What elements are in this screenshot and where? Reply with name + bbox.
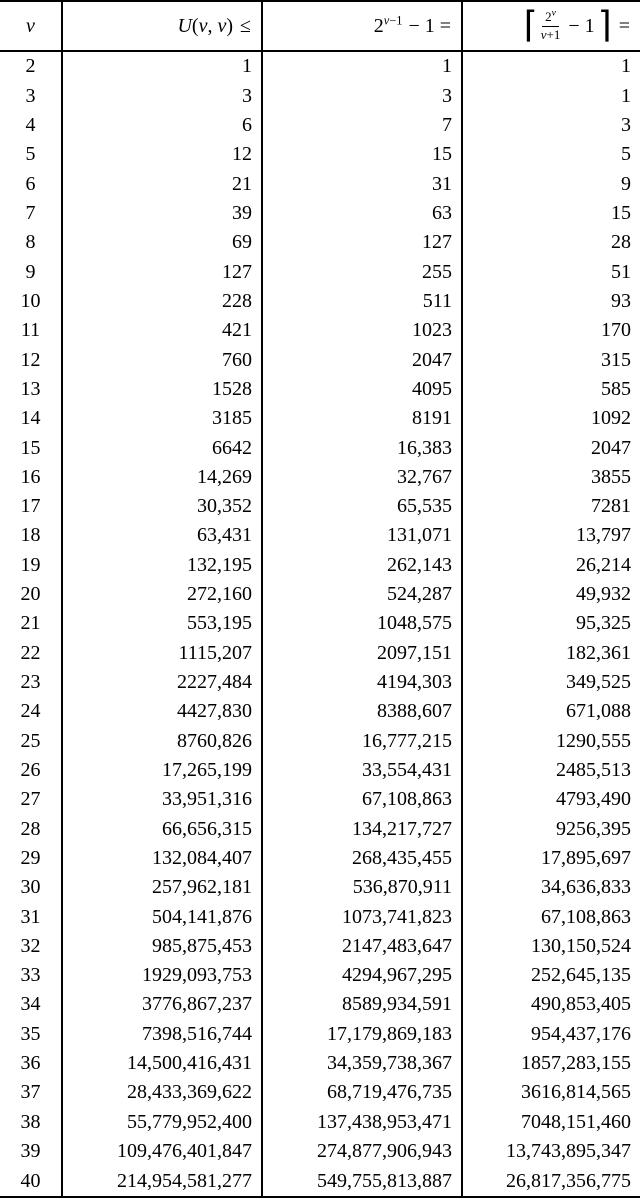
header-row — [0, 1, 640, 51]
cell-ceiling-value: 67,108,863 — [462, 902, 640, 931]
cell-ceiling-value: 349,525 — [462, 668, 640, 697]
table-row — [0, 199, 640, 228]
cell-ceiling-value: 93 — [462, 287, 640, 316]
table-row — [0, 492, 640, 521]
table-row — [0, 785, 640, 814]
cell-v: 28 — [20, 817, 41, 840]
u-paren-open: ( — [191, 14, 199, 37]
cell-v: 22 — [20, 641, 41, 664]
cell-ceiling-value: 7281 — [462, 492, 640, 521]
cell-v: 2 — [25, 55, 36, 78]
table-row — [0, 551, 640, 580]
cell-v: 7 — [25, 202, 36, 224]
cell-ceiling-value: 1 — [462, 82, 640, 111]
table-row — [0, 404, 640, 433]
cell-u-bound: 1115,207 — [62, 639, 262, 668]
cell-power-value: 255 — [262, 257, 462, 286]
cell-u-bound: 69 — [62, 228, 262, 257]
fraction-denominator: v+1 — [540, 26, 561, 42]
cell-ceiling-value: 3855 — [462, 463, 640, 492]
cell-power-value: 68,719,476,735 — [262, 1078, 462, 1107]
cell-u-bound: 14,269 — [62, 463, 262, 492]
table-row — [0, 726, 640, 755]
cell-power-value: 268,435,455 — [262, 844, 462, 873]
cell-ceiling-value: 9 — [462, 170, 640, 199]
table-row — [0, 639, 640, 668]
u-arg1: v — [198, 14, 208, 37]
cell-ceiling-value: 3616,814,565 — [462, 1078, 640, 1107]
cell-power-value: 1048,575 — [262, 609, 462, 638]
table-row — [0, 1108, 640, 1137]
cell-v: 34 — [20, 993, 41, 1016]
cell-power-value: 262,143 — [262, 551, 462, 580]
cell-ceiling-value: 315 — [462, 345, 640, 374]
cell-v: 13 — [20, 377, 41, 400]
table-row — [0, 170, 640, 199]
table-row — [0, 82, 640, 111]
table-row — [0, 990, 640, 1019]
cell-ceiling-value: 13,797 — [462, 521, 640, 550]
cell-power-value: 67,108,863 — [262, 785, 462, 814]
header-power — [262, 1, 462, 51]
header-ceiling — [462, 1, 640, 51]
cell-ceiling-value: 1 — [462, 51, 640, 82]
ceiling-tail: − 1 — [568, 14, 595, 37]
cell-u-bound: 985,875,453 — [62, 932, 262, 961]
cell-v: 37 — [20, 1081, 41, 1104]
cell-ceiling-value: 13,743,895,347 — [462, 1137, 640, 1166]
cell-v: 8 — [25, 231, 36, 254]
cell-u-bound: 257,962,181 — [62, 873, 262, 902]
cell-power-value: 4294,967,295 — [262, 961, 462, 990]
table-row — [0, 756, 640, 785]
cell-power-value: 8589,934,591 — [262, 990, 462, 1019]
cell-power-value: 4095 — [262, 375, 462, 404]
table-row — [0, 1166, 640, 1197]
cell-power-value: 127 — [262, 228, 462, 257]
cell-power-value: 65,535 — [262, 492, 462, 521]
cell-ceiling-value: 7048,151,460 — [462, 1108, 640, 1137]
header-v — [0, 1, 62, 51]
cell-ceiling-value: 28 — [462, 228, 640, 257]
cell-power-value: 34,359,738,367 — [262, 1049, 462, 1078]
table-row — [0, 1049, 640, 1078]
cell-u-bound: 1929,093,753 — [62, 961, 262, 990]
cell-v: 40 — [20, 1169, 41, 1192]
cell-ceiling-value: 954,437,176 — [462, 1020, 640, 1049]
cell-v: 25 — [20, 729, 41, 752]
cell-ceiling-value: 3 — [462, 111, 640, 140]
cell-u-bound: 21 — [62, 170, 262, 199]
cell-u-bound: 760 — [62, 345, 262, 374]
cell-v: 11 — [20, 319, 41, 342]
cell-ceiling-value: 15 — [462, 199, 640, 228]
u-arg2: v — [217, 14, 227, 37]
cell-u-bound: 6 — [62, 111, 262, 140]
cell-u-bound: 3 — [62, 82, 262, 111]
table-row — [0, 345, 640, 374]
cell-ceiling-value: 5 — [462, 140, 640, 169]
table-row — [0, 1137, 640, 1166]
u-paren-close: ) — [226, 14, 234, 37]
cell-u-bound: 504,141,876 — [62, 902, 262, 931]
cell-power-value: 63 — [262, 199, 462, 228]
cell-power-value: 131,071 — [262, 521, 462, 550]
cell-power-value: 31 — [262, 170, 462, 199]
table-row — [0, 257, 640, 286]
cell-v: 32 — [20, 934, 41, 957]
cell-power-value: 33,554,431 — [262, 756, 462, 785]
cell-u-bound: 1 — [62, 51, 262, 82]
table-row — [0, 463, 640, 492]
cell-u-bound: 30,352 — [62, 492, 262, 521]
cell-u-bound: 28,433,369,622 — [62, 1078, 262, 1107]
cell-power-value: 511 — [262, 287, 462, 316]
cell-power-value: 4194,303 — [262, 668, 462, 697]
cell-v: 29 — [20, 846, 41, 869]
table-row — [0, 1078, 640, 1107]
cell-power-value: 32,767 — [262, 463, 462, 492]
cell-power-value: 137,438,953,471 — [262, 1108, 462, 1137]
cell-u-bound: 6642 — [62, 433, 262, 462]
cell-v: 39 — [20, 1140, 41, 1162]
cell-u-bound: 421 — [62, 316, 262, 345]
cell-u-bound: 8760,826 — [62, 726, 262, 755]
cell-ceiling-value: 51 — [462, 257, 640, 286]
cell-v: 17 — [20, 495, 41, 518]
table-row — [0, 609, 640, 638]
table-row — [0, 873, 640, 902]
cell-ceiling-value: 26,214 — [462, 551, 640, 580]
table-row — [0, 51, 640, 82]
table-row — [0, 111, 640, 140]
cell-power-value: 3 — [262, 82, 462, 111]
table-body — [0, 51, 640, 1197]
cell-power-value: 16,777,215 — [262, 726, 462, 755]
cell-v: 33 — [20, 964, 41, 987]
cell-ceiling-value: 2485,513 — [462, 756, 640, 785]
table-row — [0, 932, 640, 961]
cell-ceiling-value: 130,150,524 — [462, 932, 640, 961]
table-row — [0, 433, 640, 462]
cell-power-value: 536,870,911 — [262, 873, 462, 902]
cell-v: 19 — [20, 553, 41, 576]
cell-ceiling-value: 26,817,356,775 — [462, 1166, 640, 1197]
cell-v: 21 — [20, 612, 41, 635]
cell-power-value: 15 — [262, 140, 462, 169]
u-function-symbol: U — [177, 14, 192, 37]
cell-ceiling-value: 671,088 — [462, 697, 640, 726]
cell-v: 30 — [20, 876, 41, 899]
cell-u-bound: 127 — [62, 257, 262, 286]
cell-ceiling-value: 34,636,833 — [462, 873, 640, 902]
table-row — [0, 316, 640, 345]
cell-power-value: 524,287 — [262, 580, 462, 609]
table-row — [0, 961, 640, 990]
cell-ceiling-value: 95,325 — [462, 609, 640, 638]
cell-v: 35 — [20, 1022, 41, 1045]
fraction-numerator: 2$^v$ — [542, 10, 559, 27]
table-row — [0, 521, 640, 550]
cell-v: 12 — [20, 348, 41, 371]
cell-v: 5 — [25, 143, 36, 166]
cell-v: 9 — [25, 260, 36, 283]
cell-power-value: 1023 — [262, 316, 462, 345]
cell-v: 31 — [20, 905, 41, 928]
cell-u-bound: 66,656,315 — [62, 814, 262, 843]
table-row — [0, 1020, 640, 1049]
table-row — [0, 228, 640, 257]
cell-u-bound: 1528 — [62, 375, 262, 404]
cell-power-value: 2147,483,647 — [262, 932, 462, 961]
cell-v: 23 — [20, 671, 41, 693]
cell-u-bound: 3776,867,237 — [62, 990, 262, 1019]
left-ceiling-bracket-icon: ⌈ — [523, 5, 538, 46]
table-row — [0, 580, 640, 609]
table-row — [0, 287, 640, 316]
cell-v: 20 — [20, 583, 41, 606]
cell-u-bound: 39 — [62, 199, 262, 228]
cell-u-bound: 17,265,199 — [62, 756, 262, 785]
fraction — [540, 7, 561, 43]
cell-v: 4 — [25, 114, 36, 137]
cell-power-value: 7 — [262, 111, 462, 140]
cell-u-bound: 55,779,952,400 — [62, 1108, 262, 1137]
header-v-label: v — [26, 14, 35, 37]
cell-u-bound: 12 — [62, 140, 262, 169]
cell-ceiling-value: 585 — [462, 375, 640, 404]
cell-power-value: 549,755,813,887 — [262, 1166, 462, 1197]
cell-v: 16 — [20, 465, 41, 488]
cell-ceiling-value: 4793,490 — [462, 785, 640, 814]
cell-v: 15 — [20, 436, 41, 459]
cell-ceiling-value: 17,895,697 — [462, 844, 640, 873]
cell-power-value: 274,877,906,943 — [262, 1137, 462, 1166]
cell-v: 14 — [20, 407, 41, 430]
table-row — [0, 668, 640, 697]
cell-v: 26 — [20, 758, 41, 781]
cell-u-bound: 7398,516,744 — [62, 1020, 262, 1049]
cell-power-value: 2097,151 — [262, 639, 462, 668]
cell-power-value: 2047 — [262, 345, 462, 374]
cell-ceiling-value: 170 — [462, 316, 640, 345]
cell-u-bound: 214,954,581,277 — [62, 1166, 262, 1197]
cell-u-bound: 132,195 — [62, 551, 262, 580]
cell-u-bound: 3185 — [62, 404, 262, 433]
cell-ceiling-value: 9256,395 — [462, 814, 640, 843]
cell-ceiling-value: 1857,283,155 — [462, 1049, 640, 1078]
cell-ceiling-value: 2047 — [462, 433, 640, 462]
cell-v: 10 — [20, 289, 41, 312]
cell-ceiling-value: 490,853,405 — [462, 990, 640, 1019]
table-row — [0, 814, 640, 843]
cell-power-value: 17,179,869,183 — [262, 1020, 462, 1049]
cell-u-bound: 4427,830 — [62, 697, 262, 726]
cell-v: 27 — [20, 788, 41, 811]
cell-u-bound: 132,084,407 — [62, 844, 262, 873]
table-row — [0, 697, 640, 726]
table-row — [0, 844, 640, 873]
cell-v: 36 — [20, 1052, 41, 1075]
cell-v: 3 — [25, 84, 36, 107]
table-row — [0, 140, 640, 169]
cell-power-value: 8388,607 — [262, 697, 462, 726]
cell-u-bound: 228 — [62, 287, 262, 316]
cell-ceiling-value: 182,361 — [462, 639, 640, 668]
power-exponent: v−1 — [383, 12, 403, 27]
cell-v: 24 — [20, 700, 41, 723]
cell-u-bound: 272,160 — [62, 580, 262, 609]
cell-power-value: 1 — [262, 51, 462, 82]
equals-symbol: = — [618, 14, 630, 37]
cell-power-value: 1073,741,823 — [262, 902, 462, 931]
cell-u-bound: 63,431 — [62, 521, 262, 550]
right-ceiling-bracket-icon: ⌉ — [597, 5, 612, 46]
u-arg-separator: , — [207, 14, 218, 37]
cell-u-bound: 2227,484 — [62, 668, 262, 697]
cell-power-value: 8191 — [262, 404, 462, 433]
cell-ceiling-value: 252,645,135 — [462, 961, 640, 990]
cell-ceiling-value: 1092 — [462, 404, 640, 433]
cell-v: 38 — [20, 1110, 41, 1133]
cell-u-bound: 553,195 — [62, 609, 262, 638]
power-tail: − 1 = — [408, 14, 451, 37]
cell-u-bound: 109,476,401,847 — [62, 1137, 262, 1166]
table-row — [0, 902, 640, 931]
table-row — [0, 375, 640, 404]
leq-symbol: ≤ — [240, 14, 251, 37]
cell-u-bound: 33,951,316 — [62, 785, 262, 814]
power-expression — [373, 12, 403, 38]
power-base: 2 — [373, 14, 384, 37]
cell-v: 6 — [25, 172, 36, 195]
header-u-bound — [62, 1, 262, 51]
cell-power-value: 16,383 — [262, 433, 462, 462]
cell-v: 18 — [20, 524, 41, 547]
cell-ceiling-value: 49,932 — [462, 580, 640, 609]
cell-ceiling-value: 1290,555 — [462, 726, 640, 755]
cell-power-value: 134,217,727 — [262, 814, 462, 843]
cell-u-bound: 14,500,416,431 — [62, 1049, 262, 1078]
